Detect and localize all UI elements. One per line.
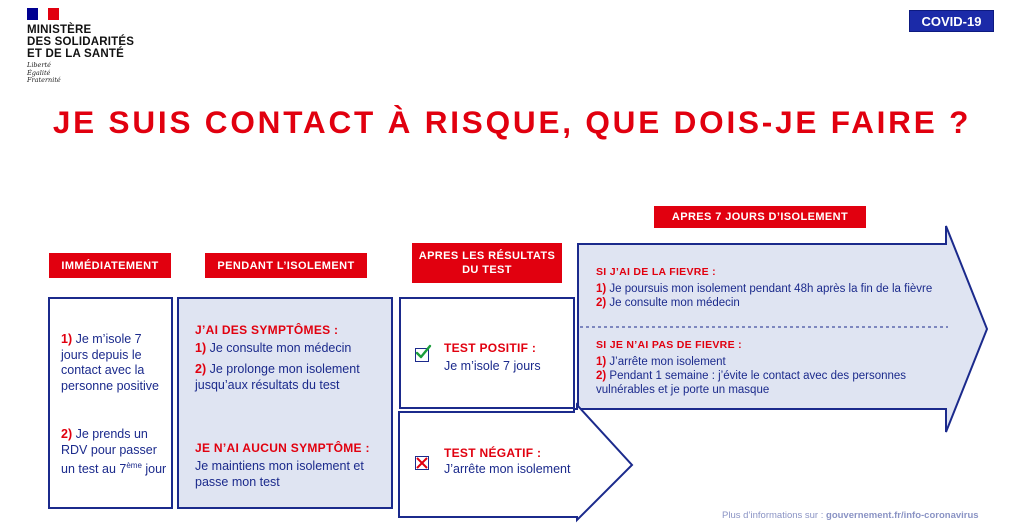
motto-line: Fraternité bbox=[27, 76, 61, 84]
cross-mark bbox=[415, 456, 429, 470]
item-number: 2) bbox=[61, 427, 73, 441]
ministry-line: DES SOLIDARITÉS bbox=[27, 36, 135, 48]
page-title: JE SUIS CONTACT À RISQUE, QUE DOIS-JE FAIRE ? bbox=[52, 104, 972, 140]
no-symptoms-title: JE N’AI AUCUN SYMPTÔME : bbox=[195, 441, 370, 455]
item-number: 1) bbox=[61, 332, 73, 346]
after-isolation-arrow bbox=[578, 226, 987, 432]
item-text: Je poursuis mon isolement pendant 48h après la fin de la fièvre bbox=[606, 283, 933, 295]
item-text: Pendant 1 semaine : j’évite le contact avec des personnes vulnérables et je porte un masque bbox=[596, 370, 907, 396]
ministry-line: MINISTÈRE bbox=[27, 24, 92, 36]
no-fever-item-1 bbox=[596, 355, 956, 369]
check-mark bbox=[414, 343, 432, 361]
item-number: 2) bbox=[596, 297, 607, 309]
item-text: Je prends un RDV pour passer un test au 7 bbox=[61, 427, 157, 477]
header-after-7-days: APRES 7 JOURS D’ISOLEMENT bbox=[654, 206, 866, 228]
header-results-line: APRES LES RÉSULTATS bbox=[418, 250, 556, 262]
item-text: jour bbox=[141, 462, 167, 477]
item-number: 1) bbox=[195, 341, 207, 355]
item-text: J’arrête mon isolement bbox=[606, 356, 726, 368]
item-number: 1) bbox=[596, 356, 607, 368]
item-text: Je m’isole 7 jours depuis le contact avec la personne positive bbox=[61, 332, 159, 393]
item-superscript: ème bbox=[126, 461, 142, 470]
cross-icon bbox=[415, 456, 429, 470]
covid-badge: COVID-19 bbox=[909, 10, 994, 32]
positive-test-text: Je m’isole 7 jours bbox=[444, 359, 541, 373]
isolation-box bbox=[177, 297, 393, 509]
immediately-item-2 bbox=[61, 427, 169, 478]
fever-item-1 bbox=[596, 282, 966, 296]
symptoms-item-1 bbox=[195, 341, 387, 357]
item-number: 2) bbox=[596, 370, 607, 382]
item-text: Je consulte mon médecin bbox=[206, 341, 352, 355]
motto-line: Égalité bbox=[27, 68, 51, 77]
fever-item-2 bbox=[596, 296, 966, 310]
symptoms-item-2 bbox=[195, 362, 387, 393]
header-isolation: PENDANT L’ISOLEMENT bbox=[205, 253, 367, 278]
symptoms-title: J’AI DES SYMPTÔMES : bbox=[195, 323, 339, 337]
fever-title: SI J’AI DE LA FIEVRE : bbox=[596, 266, 716, 278]
no-symptoms-text: Je maintiens mon isolement et passe mon test bbox=[195, 459, 364, 489]
item-text: Je prolonge mon isolement jusqu’aux résultats du test bbox=[195, 362, 360, 392]
immediately-item-1 bbox=[61, 332, 169, 394]
no-fever-title: SI JE N’AI PAS DE FIEVRE : bbox=[596, 339, 742, 351]
positive-test-title: TEST POSITIF : bbox=[444, 341, 537, 355]
negative-test-title: TEST NÉGATIF : bbox=[444, 446, 542, 460]
item-number: 2) bbox=[195, 362, 207, 376]
check-icon bbox=[415, 348, 429, 362]
footer-info bbox=[722, 510, 979, 521]
footer-link[interactable]: gouvernement.fr/info-coronavirus bbox=[826, 510, 979, 521]
no-fever-item-2 bbox=[596, 369, 941, 397]
header-results-line: DU TEST bbox=[462, 264, 512, 276]
item-number: 1) bbox=[596, 283, 607, 295]
immediately-box bbox=[48, 297, 173, 509]
footer-prefix: Plus d’informations sur : bbox=[722, 510, 827, 521]
negative-test-text: J’arrête mon isolement bbox=[444, 462, 571, 476]
motto-line: Liberté bbox=[27, 61, 51, 69]
item-text: Je consulte mon médecin bbox=[606, 297, 740, 309]
header-immediately: IMMÉDIATEMENT bbox=[49, 253, 171, 278]
ministry-line: ET DE LA SANTÉ bbox=[27, 48, 124, 60]
